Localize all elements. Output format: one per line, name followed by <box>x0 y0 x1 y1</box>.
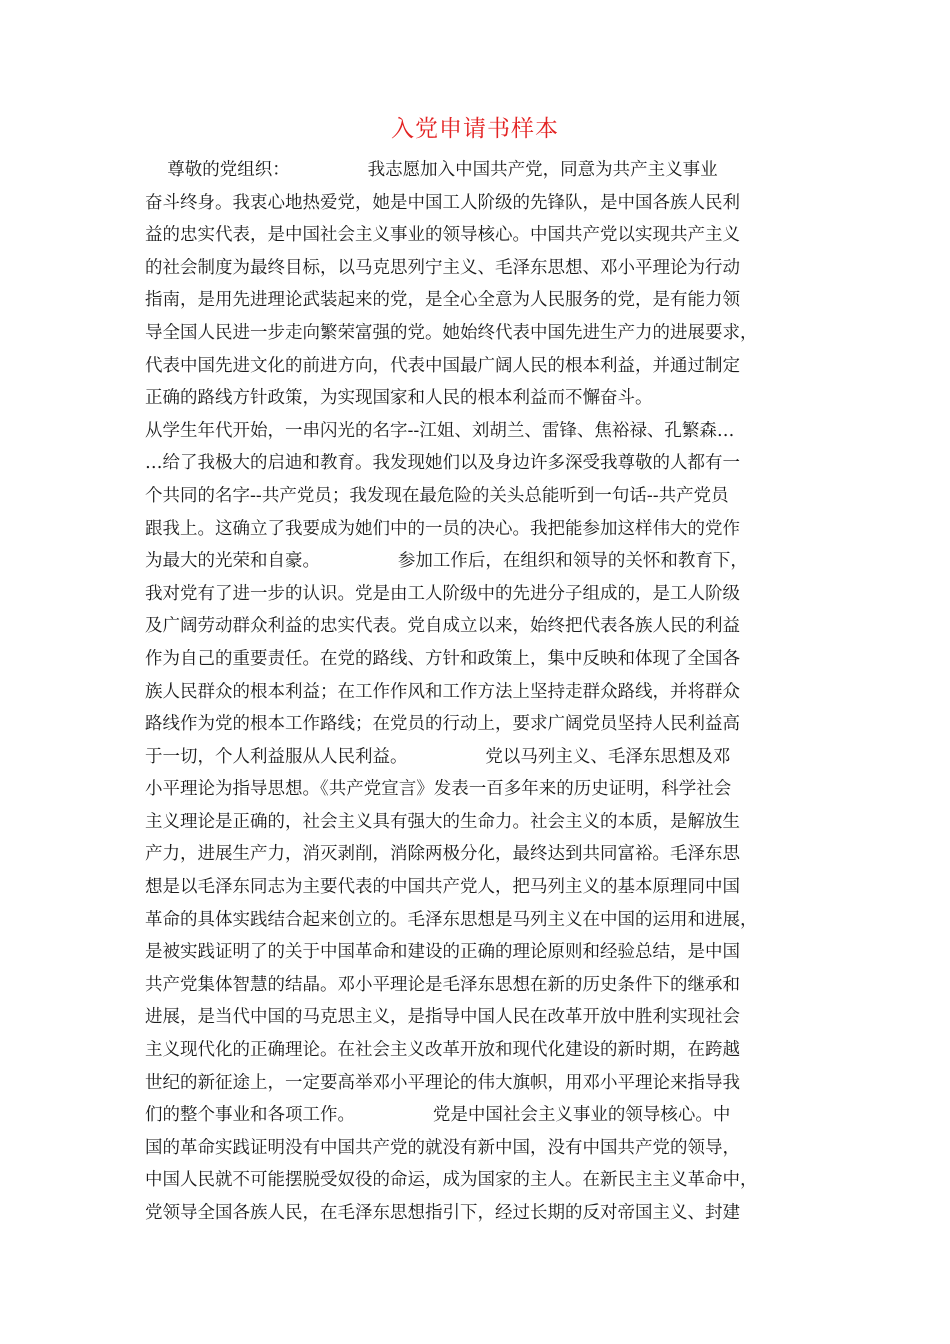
body-line: 奋斗终身。我衷心地热爱党，她是中国工人阶级的先锋队，是中国各族人民利 <box>145 192 740 213</box>
body-line: 正确的路线方针政策，为实现国家和人民的根本利益而不懈奋斗。 <box>145 388 653 409</box>
body-line: 为最大的光荣和自豪。 参加工作后，在组织和领导的关怀和教育下， <box>145 551 748 572</box>
body-line: 作为自己的重要责任。在党的路线、方针和政策上，集中反映和体现了全国各 <box>145 648 740 669</box>
body-line: 我对党有了进一步的认识。党是由工人阶级中的先进分子组成的，是工人阶级 <box>145 583 740 604</box>
body-line: 中国人民就不可能摆脱受奴役的命运，成为国家的主人。在新民主主义革命中， <box>145 1170 758 1191</box>
body-line: 世纪的新征途上，一定要高举邓小平理论的伟大旗帜，用邓小平理论来指导我 <box>145 1072 740 1093</box>
body-line: 及广阔劳动群众利益的忠实代表。党自成立以来，始终把代表各族人民的利益 <box>145 616 740 637</box>
body-line: 共产党集体智慧的结晶。邓小平理论是毛泽东思想在新的历史条件下的继承和 <box>145 974 740 995</box>
body-line: 尊敬的党组织： 我志愿加入中国共产党，同意为共产主义事业 <box>145 160 718 180</box>
body-line: 导全国人民进一步走向繁荣富强的党。她始终代表中国先进生产力的进展要求， <box>145 322 758 343</box>
body-line: 小平理论为指导思想。《共产党宣言》发表一百多年来的历史证明，科学社会 <box>145 779 732 800</box>
body-line: 是被实践证明了的关于中国革命和建设的正确的理论原则和经验总结，是中国 <box>145 942 740 963</box>
body-line: 跟我上。这确立了我要成为她们中的一员的决心。我把能参加这样伟大的党作 <box>145 518 740 539</box>
body-line: 个共同的名字--共产党员；我发现在最危险的关头总能听到一句话--共产党员 <box>145 485 729 506</box>
body-line: 国的革命实践证明没有中国共产党的就没有新中国，没有中国共产党的领导， <box>145 1137 740 1158</box>
body-line: 族人民群众的根本利益；在工作作风和工作方法上坚持走群众路线，并将群众 <box>145 681 740 702</box>
body-line: 路线作为党的根本工作路线；在党员的行动上，要求广阔党员坚持人民利益高 <box>145 714 740 735</box>
body-line: 从学生年代开始，一串闪光的名字--江姐、刘胡兰、雷锋、焦裕禄、孔繁森… <box>145 420 735 441</box>
body-line: 指南，是用先进理论武装起来的党，是全心全意为人民服务的党，是有能力领 <box>145 290 740 311</box>
body-line: 益的忠实代表，是中国社会主义事业的领导核心。中国共产党以实现共产主义 <box>145 225 740 246</box>
body-line: 想是以毛泽东同志为主要代表的中国共产党人，把马列主义的基本原理同中国 <box>145 877 740 898</box>
body-line: 主义现代化的正确理论。在社会主义改革开放和现代化建设的新时期，在跨越 <box>145 1040 740 1061</box>
body-line: 的社会制度为最终目标，以马克思列宁主义、毛泽东思想、邓小平理论为行动 <box>145 257 740 278</box>
document-body <box>145 154 815 1230</box>
body-line: 进展，是当代中国的马克思主义，是指导中国人民在改革开放中胜利实现社会 <box>145 1007 740 1028</box>
body-line: 党领导全国各族人民，在毛泽东思想指引下，经过长期的反对帝国主义、封建 <box>145 1203 740 1223</box>
body-line: 产力，进展生产力，消灭剥削，消除两极分化，最终达到共同富裕。毛泽东思 <box>145 844 740 865</box>
body-line: 革命的具体实践结合起来创立的。毛泽东思想是马列主义在中国的运用和进展， <box>145 909 758 930</box>
body-line: 们的整个事业和各项工作。 党是中国社会主义事业的领导核心。中 <box>145 1105 731 1126</box>
body-line: 于一切，个人利益服从人民利益。 党以马列主义、毛泽东思想及邓 <box>145 746 731 767</box>
body-line: …给了我极大的启迪和教育。我发现她们以及身边许多深受我尊敬的人都有一 <box>145 453 740 474</box>
body-line: 主义理论是正确的，社会主义具有强大的生命力。社会主义的本质，是解放生 <box>145 811 740 832</box>
document-title: 入党申请书样本 <box>391 116 559 142</box>
body-line: 代表中国先进文化的前进方向，代表中国最广阔人民的根本利益，并通过制定 <box>145 355 740 376</box>
